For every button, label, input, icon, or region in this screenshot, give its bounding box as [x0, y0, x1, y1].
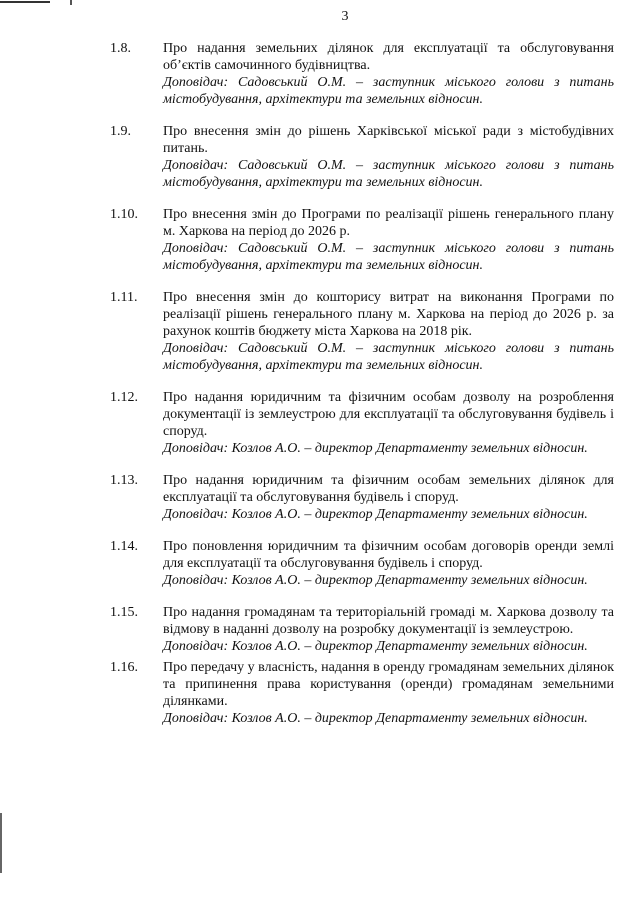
item-reporter: Доповідач: Садовський О.М. – заступник міського голови з питань містобудування, архітектури та земельних відносин. — [163, 241, 614, 273]
item-title: Про надання громадянам та територіальній громаді м. Харкова дозволу та відмову в наданні дозволу на розробку документації із землеустрою. — [163, 605, 614, 637]
item-number: 1.16. — [110, 660, 138, 675]
item-title: Про внесення змін до Програми по реалізації рішень генерального плану м. Харкова на період до 2026 р. — [163, 207, 614, 239]
item-reporter: Доповідач: Садовський О.М. – заступник міського голови з питань містобудування, архітектури та земельних відносин. — [163, 75, 614, 107]
agenda-item — [0, 472, 634, 523]
agenda-item — [0, 40, 634, 108]
item-number: 1.8. — [110, 41, 131, 56]
item-number: 1.14. — [110, 539, 138, 554]
item-number: 1.15. — [110, 605, 138, 620]
agenda-item — [0, 289, 634, 374]
item-title: Про внесення змін до рішень Харківської міської ради з містобудівних питань. — [163, 124, 614, 156]
item-title: Про поновлення юридичним та фізичним особам договорів оренди землі для експлуатації та обслуговування будівель і споруд. — [163, 539, 614, 571]
top-tick — [70, 0, 72, 5]
page-number: 3 — [341, 9, 349, 24]
agenda-item — [0, 123, 634, 191]
agenda-item — [0, 389, 634, 457]
item-number: 1.12. — [110, 390, 138, 405]
item-number: 1.11. — [110, 290, 138, 305]
agenda-item — [0, 206, 634, 274]
item-title: Про передачу у власність, надання в оренду громадянам земельних ділянок та припинення права користування (оренди) громадянам земельними ділянками. — [163, 660, 614, 709]
item-title: Про надання земельних ділянок для експлуатації та обслуговування об’єктів самочинного будівництва. — [163, 41, 614, 73]
scan-edge-mark — [0, 813, 2, 873]
item-title: Про внесення змін до кошторису витрат на виконання Програми по реалізації рішень генерального плану м. Харкова на період до 2026 р. за рахунок коштів бюджету міста Харкова на 2018 рік. — [163, 290, 614, 339]
item-reporter: Доповідач: Козлов А.О. – директор Департаменту земельних відносин. — [163, 441, 588, 456]
item-number: 1.9. — [110, 124, 131, 139]
item-reporter: Доповідач: Козлов А.О. – директор Департаменту земельних відносин. — [163, 639, 588, 654]
agenda-list — [0, 40, 634, 742]
item-reporter: Доповідач: Садовський О.М. – заступник міського голови з питань містобудування, архітектури та земельних відносин. — [163, 341, 614, 373]
item-number: 1.10. — [110, 207, 138, 222]
item-title: Про надання юридичним та фізичним особам дозволу на розроблення документації із землеустрою для експлуатації та обслуговування будівель і споруд. — [163, 390, 614, 439]
item-title: Про надання юридичним та фізичним особам земельних ділянок для експлуатації та обслуговування будівель і споруд. — [163, 473, 614, 505]
agenda-item — [0, 659, 634, 727]
item-reporter: Доповідач: Козлов А.О. – директор Департаменту земельних відносин. — [163, 507, 588, 522]
item-reporter: Доповідач: Козлов А.О. – директор Департаменту земельних відносин. — [163, 573, 588, 588]
item-reporter: Доповідач: Садовський О.М. – заступник міського голови з питань містобудування, архітектури та земельних відносин. — [163, 158, 614, 190]
agenda-item — [0, 538, 634, 589]
top-rule — [0, 1, 50, 3]
item-number: 1.13. — [110, 473, 138, 488]
agenda-item — [0, 604, 634, 655]
item-reporter: Доповідач: Козлов А.О. – директор Департаменту земельних відносин. — [163, 711, 588, 726]
